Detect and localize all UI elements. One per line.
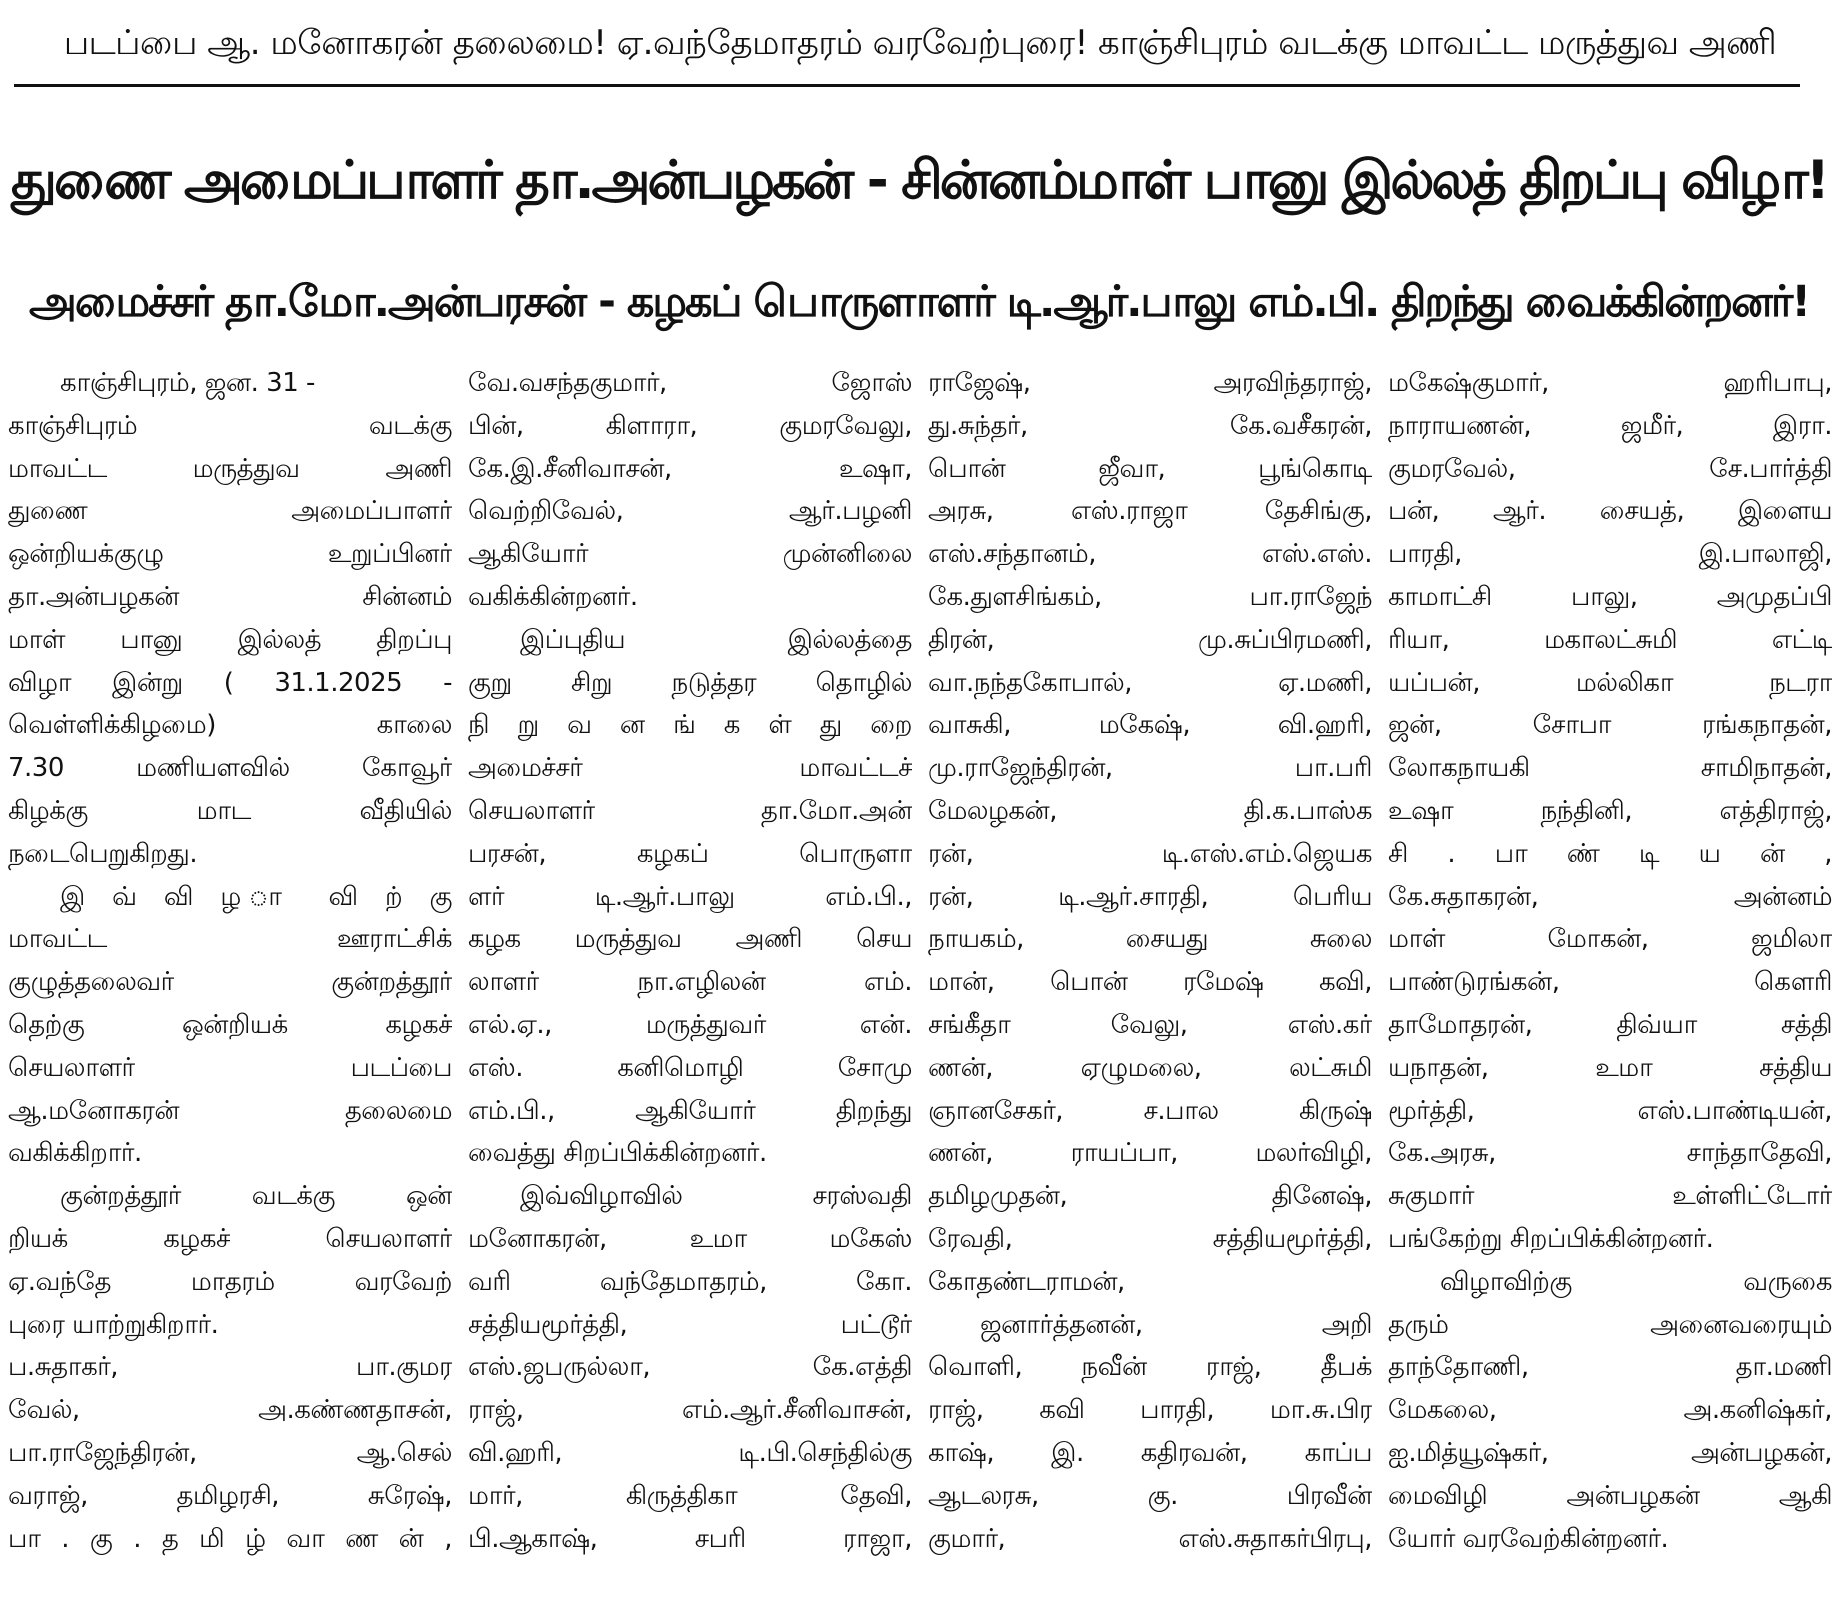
article-line: வேல், அ.கண்ணதாசன், bbox=[8, 1395, 452, 1426]
article-line: இவ்விழாவில் சரஸ்வதி bbox=[520, 1181, 912, 1212]
article-line: ஜனார்த்தனன், அறி bbox=[980, 1309, 1372, 1340]
article-line: சத்தியமூர்த்தி, பட்டூர் bbox=[468, 1309, 912, 1340]
article-line: உஷா நந்தினி, எத்திராஜ், bbox=[1388, 795, 1832, 826]
article-line: வி.ஹரி, டி.பி.செந்தில்கு bbox=[468, 1437, 912, 1468]
article-line: நடைபெறுகிறது. bbox=[8, 838, 198, 869]
article-line: பா . கு . த மி ழ் வா ண ன் , bbox=[8, 1523, 452, 1554]
article-line: மாள் மோகன், ஜமிலா bbox=[1388, 924, 1832, 955]
article-line: ரன், டி.ஆர்.சாரதி, பெரிய bbox=[928, 881, 1372, 912]
article-line: வராஜ், தமிழரசி, சுரேஷ், bbox=[8, 1480, 452, 1511]
article-line: எம்.பி., ஆகியோர் திறந்து bbox=[468, 1095, 912, 1126]
article-line: வெள்ளிக்கிழமை) காலை bbox=[8, 710, 452, 741]
article-body bbox=[8, 362, 1830, 1606]
article-line: பங்கேற்று சிறப்பிக்கின்றனர். bbox=[1388, 1223, 1714, 1254]
article-line: காஷ், இ. கதிரவன், காப்ப bbox=[928, 1437, 1372, 1468]
article-line: ப.சுதாகர், பா.குமர bbox=[8, 1352, 452, 1383]
article-line: கே.சுதாகரன், அன்னம் bbox=[1388, 881, 1832, 912]
article-line: விழாவிற்கு வருகை bbox=[1440, 1266, 1832, 1297]
article-line: குறு சிறு நடுத்தர தொழில் bbox=[468, 667, 912, 698]
article-line: கே.துளசிங்கம், பா.ராஜேந் bbox=[928, 581, 1372, 612]
article-line: மாவட்ட ஊராட்சிக் bbox=[8, 924, 452, 955]
article-line: பா.ராஜேந்திரன், ஆ.செல் bbox=[8, 1437, 452, 1468]
article-line: வரி வந்தேமாதரம், கோ. bbox=[468, 1266, 912, 1297]
article-line: யோர் வரவேற்கின்றனர். bbox=[1388, 1523, 1669, 1554]
article-line: கே.இ.சீனிவாசன், உஷா, bbox=[468, 453, 912, 484]
article-line: துணை அமைப்பாளர் bbox=[8, 496, 452, 527]
subheadline: அமைச்சர் தா.மோ.அன்பரசன் - கழகப் பொருளாளர் டி.ஆர்.பாலு எம்.பி. திறந்து வைக்கின்றனர்! bbox=[29, 277, 1809, 327]
article-line: ஜன், சோபா ரங்கநாதன், bbox=[1388, 710, 1832, 741]
article-line: 7.30 மணியளவில் கோவூர் bbox=[8, 753, 452, 784]
article-line: மார், கிருத்திகா தேவி, bbox=[468, 1480, 912, 1511]
article-line: புரை யாற்றுகிறார். bbox=[8, 1309, 219, 1340]
article-line: நி று வ ன ங் க ள் து றை bbox=[468, 710, 912, 741]
article-line: ணன், ராயப்பா, மலர்விழி, bbox=[928, 1138, 1372, 1169]
article-line: அமைச்சர் மாவட்டச் bbox=[468, 753, 912, 784]
article-line: மகேஷ்குமார், ஹரிபாபு, bbox=[1388, 368, 1832, 398]
article-column-3 bbox=[928, 362, 1372, 1606]
article-line: பொன் ஜீவா, பூங்கொடி bbox=[928, 453, 1372, 484]
article-line: ஒன்றியக்குழு உறுப்பினர் bbox=[8, 539, 452, 570]
article-line: பாண்டுரங்கன், கௌரி bbox=[1388, 967, 1832, 998]
article-line: வே.வசந்தகுமார், ஜோஸ் bbox=[468, 368, 912, 398]
article-line: வாசுகி, மகேஷ், வி.ஹரி, bbox=[928, 710, 1372, 741]
article-line: தரும் அனைவரையும் bbox=[1388, 1309, 1832, 1340]
article-line: ஞானசேகர், ச.பால கிருஷ் bbox=[928, 1095, 1372, 1126]
article-line: பன், ஆர். சையத், இளைய bbox=[1388, 496, 1832, 527]
article-line: நாயகம், சையது சுலை bbox=[928, 924, 1372, 955]
article-line: யநாதன், உமா சத்திய bbox=[1388, 1052, 1832, 1083]
article-line: திரன், மு.சுப்பிரமணி, bbox=[928, 624, 1372, 655]
article-line: லோகநாயகி சாமிநாதன், bbox=[1388, 753, 1832, 784]
article-line: வொளி, நவீன் ராஜ், தீபக் bbox=[928, 1352, 1372, 1383]
article-line: தெற்கு ஒன்றியக் கழகச் bbox=[8, 1009, 452, 1040]
article-line: றியக் கழகச் செயலாளர் bbox=[8, 1223, 452, 1254]
article-line: தமிழமுதன், தினேஷ், bbox=[928, 1181, 1372, 1212]
article-line: சுகுமார் உள்ளிட்டோர் bbox=[1388, 1181, 1832, 1212]
article-line: ளர் டி.ஆர்.பாலு எம்.பி., bbox=[468, 881, 912, 912]
article-line: எஸ்.சந்தானம், எஸ்.எஸ். bbox=[928, 539, 1372, 570]
article-line: எஸ். கனிமொழி சோமு bbox=[468, 1052, 912, 1083]
article-line: கே.அரசு, சாந்தாதேவி, bbox=[1388, 1138, 1832, 1169]
article-line: வகிக்கிறார். bbox=[8, 1138, 142, 1169]
article-line: ரியா, மகாலட்சுமி எட்டி bbox=[1388, 624, 1832, 655]
article-line: மனோகரன், உமா மகேஸ் bbox=[468, 1223, 912, 1254]
article-line: ஏ.வந்தே மாதரம் வரவேற் bbox=[8, 1266, 452, 1297]
article-line: மேகலை, அ.கனிஷ்கர், bbox=[1388, 1395, 1832, 1426]
article-line: எஸ்.ஜபருல்லா, கே.எத்தி bbox=[468, 1352, 912, 1383]
article-line: காமாட்சி பாலு, அமுதப்பி bbox=[1388, 581, 1832, 612]
article-line: சி . பா ண் டி ய ன் , bbox=[1388, 838, 1832, 869]
article-line: ரேவதி, சத்தியமூர்த்தி, bbox=[928, 1223, 1372, 1254]
article-line: வா.நந்தகோபால், ஏ.மணி, bbox=[928, 667, 1372, 698]
article-line: எல்.ஏ., மருத்துவர் என். bbox=[468, 1009, 912, 1040]
article-line: தாமோதரன், திவ்யா சத்தி bbox=[1388, 1009, 1832, 1040]
article-line: ணன், ஏழுமலை, லட்சுமி bbox=[928, 1052, 1372, 1083]
article-line: லாளர் நா.எழிலன் எம். bbox=[468, 967, 912, 998]
article-line: ஆ.மனோகரன் தலைமை bbox=[8, 1095, 452, 1126]
article-line: குமரவேல், சே.பார்த்தி bbox=[1388, 453, 1832, 484]
article-line: அரசு, எஸ்.ராஜா தேசிங்கு, bbox=[928, 496, 1372, 527]
article-line: இப்புதிய இல்லத்தை bbox=[520, 624, 912, 655]
article-line: து.சுந்தர், கே.வசீகரன், bbox=[928, 410, 1372, 441]
kicker-rule bbox=[14, 84, 1800, 87]
article-column-4 bbox=[1388, 362, 1832, 1606]
article-line: குன்றத்தூர் வடக்கு ஒன் bbox=[60, 1181, 452, 1212]
article-line: ஆகியோர் முன்னிலை bbox=[468, 539, 912, 570]
article-line: வெற்றிவேல், ஆர்.பழனி bbox=[468, 496, 912, 527]
article-line: கிழக்கு மாட வீதியில் bbox=[8, 795, 452, 826]
article-line: ஐ.மித்யூஷ்கர், அன்பழகன், bbox=[1388, 1437, 1832, 1468]
article-line: மான், பொன் ரமேஷ் கவி, bbox=[928, 967, 1372, 998]
article-line: ராஜேஷ், அரவிந்தராஜ், bbox=[928, 368, 1372, 398]
article-line: மேலழகன், தி.க.பாஸ்க bbox=[928, 795, 1372, 826]
article-column-2 bbox=[468, 362, 912, 1606]
article-line: தாந்தோணி, தா.மணி bbox=[1388, 1352, 1832, 1383]
article-line: ரன், டி.எஸ்.எம்.ஜெயக bbox=[928, 838, 1372, 869]
article-line: வைத்து சிறப்பிக்கின்றனர். bbox=[468, 1138, 767, 1169]
article-line: விழா இன்று ( 31.1.2025 - bbox=[8, 667, 452, 698]
article-line: ராஜ், எம்.ஆர்.சீனிவாசன், bbox=[468, 1395, 912, 1426]
article-line: வகிக்கின்றனர். bbox=[468, 581, 638, 612]
article-line: சங்கீதா வேலு, எஸ்.கர் bbox=[928, 1009, 1372, 1040]
kicker-line: படப்பை ஆ. மனோகரன் தலைமை! ஏ.வந்தேமாதரம் வரவேற்புரை! காஞ்சிபுரம் வடக்கு மாவட்ட மருத்துவ அணி bbox=[63, 23, 1777, 63]
article-line: செயலாளர் படப்பை bbox=[8, 1052, 452, 1083]
article-line: காஞ்சிபுரம், ஜன. 31 - bbox=[60, 368, 315, 398]
headline: துணை அமைப்பாளர் தா.அன்பழகன் - சின்னம்மாள் பானு இல்லத் திறப்பு விழா! bbox=[11, 150, 1827, 211]
article-line: ஆடலரசு, கு. பிரவீன் bbox=[928, 1480, 1372, 1511]
article-line: கழக மருத்துவ அணி செய bbox=[468, 924, 912, 955]
article-line: பாரதி, இ.பாலாஜி, bbox=[1388, 539, 1832, 570]
article-line: பரசன், கழகப் பொருளா bbox=[468, 838, 912, 869]
article-line: பி.ஆகாஷ், சபரி ராஜா, bbox=[468, 1523, 912, 1554]
article-line: காஞ்சிபுரம் வடக்கு bbox=[8, 410, 452, 441]
article-line: யப்பன், மல்லிகா நடரா bbox=[1388, 667, 1832, 698]
article-line: மைவிழி அன்பழகன் ஆகி bbox=[1388, 1480, 1832, 1511]
article-line: பின், கிளாரா, குமரவேலு, bbox=[468, 410, 912, 441]
article-line: நாராயணன், ஜமீர், இரா. bbox=[1388, 410, 1832, 441]
article-line: ராஜ், கவி பாரதி, மா.சு.பிர bbox=[928, 1395, 1372, 1426]
article-line: மாள் பானு இல்லத் திறப்பு bbox=[8, 624, 452, 655]
article-line: மாவட்ட மருத்துவ அணி bbox=[8, 453, 452, 484]
article-line: குமார், எஸ்.சுதாகர்பிரபு, bbox=[928, 1523, 1372, 1554]
article-line: மு.ராஜேந்திரன், பா.பரி bbox=[928, 753, 1372, 784]
article-line: கோதண்டராமன், bbox=[928, 1266, 1125, 1297]
article-line: செயலாளர் தா.மோ.அன் bbox=[468, 795, 912, 826]
article-line: குழுத்தலைவர் குன்றத்தூர் bbox=[8, 967, 452, 998]
article-line: இ வ் வி ழ ா வி ற் கு bbox=[60, 881, 452, 912]
article-column-1 bbox=[8, 362, 452, 1606]
article-line: மூர்த்தி, எஸ்.பாண்டியன், bbox=[1388, 1095, 1832, 1126]
article-line: தா.அன்பழகன் சின்னம் bbox=[8, 581, 452, 612]
